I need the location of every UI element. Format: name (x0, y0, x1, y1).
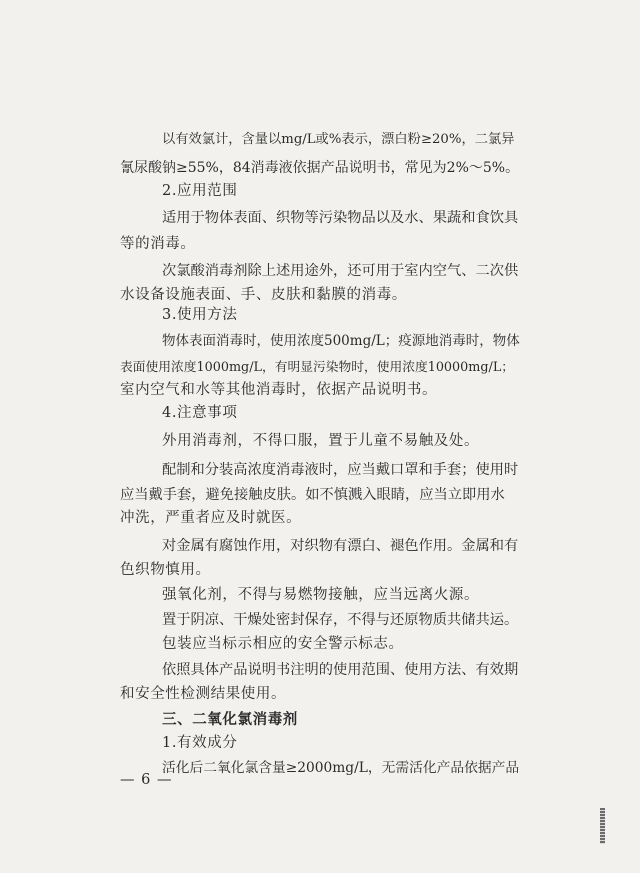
body-line: 次氯酸消毒剂除上述用途外，还可用于室内空气、二次供 (162, 263, 519, 279)
body-line: 活化后二氧化氯含量≥2000mg/L，无需活化产品依据产品 (162, 760, 520, 776)
body-line: 对金属有腐蚀作用，对织物有漂白、褪色作用。金属和有 (162, 538, 519, 554)
body-line: 配制和分装高浓度消毒液时，应当戴口罩和手套；使用时 (162, 462, 519, 478)
body-line: 表面使用浓度1000mg/L，有明显污染物时，使用浓度10000mg/L； (120, 360, 515, 375)
body-line: 依照具体产品说明书注明的使用范围、使用方法、有效期 (162, 662, 519, 678)
body-line: 外用消毒剂，不得口服，置于儿童不易触及处。 (162, 433, 480, 449)
page-number: — 6 — (120, 772, 173, 788)
body-line: 置于阴凉、干燥处密封保存，不得与还原物质共储共运。 (162, 612, 519, 628)
section-subheading: 4.注意事项 (162, 405, 238, 421)
body-line: 应当戴手套，避免接触皮肤。如不慎溅入眼睛，应当立即用水 (120, 487, 505, 503)
section-subheading: 1.有效成分 (162, 735, 238, 751)
body-line: 包装应当标示相应的安全警示标志。 (162, 636, 404, 652)
body-line: 色织物慎用。 (120, 562, 211, 578)
body-line: 等的消毒。 (120, 236, 196, 252)
section-heading: 三、二氧化氯消毒剂 (162, 712, 298, 728)
body-line: 室内空气和水等其他消毒时，依据产品说明书。 (120, 382, 438, 398)
body-line: 物体表面消毒时，使用浓度500mg/L；疫源地消毒时，物体 (162, 333, 520, 349)
margin-stamp-mark (600, 808, 605, 844)
section-subheading: 2.应用范围 (162, 183, 238, 199)
body-line: 冲洗，严重者应及时就医。 (120, 510, 302, 526)
body-line: 以有效氯计，含量以mg/L或%表示，漂白粉≥20%，二氯异 (162, 132, 515, 147)
body-line: 水设备设施表面、手、皮肤和黏膜的消毒。 (120, 287, 407, 303)
section-subheading: 3.使用方法 (162, 307, 238, 323)
body-line: 适用于物体表面、织物等污染物品以及水、果蔬和食饮具 (162, 210, 519, 226)
body-line: 强氧化剂，不得与易燃物接触，应当远离火源。 (162, 587, 480, 603)
body-line: 氰尿酸钠≥55%，84消毒液依据产品说明书，常见为2%～5%。 (120, 160, 520, 176)
body-line: 和安全性检测结果使用。 (120, 686, 287, 702)
